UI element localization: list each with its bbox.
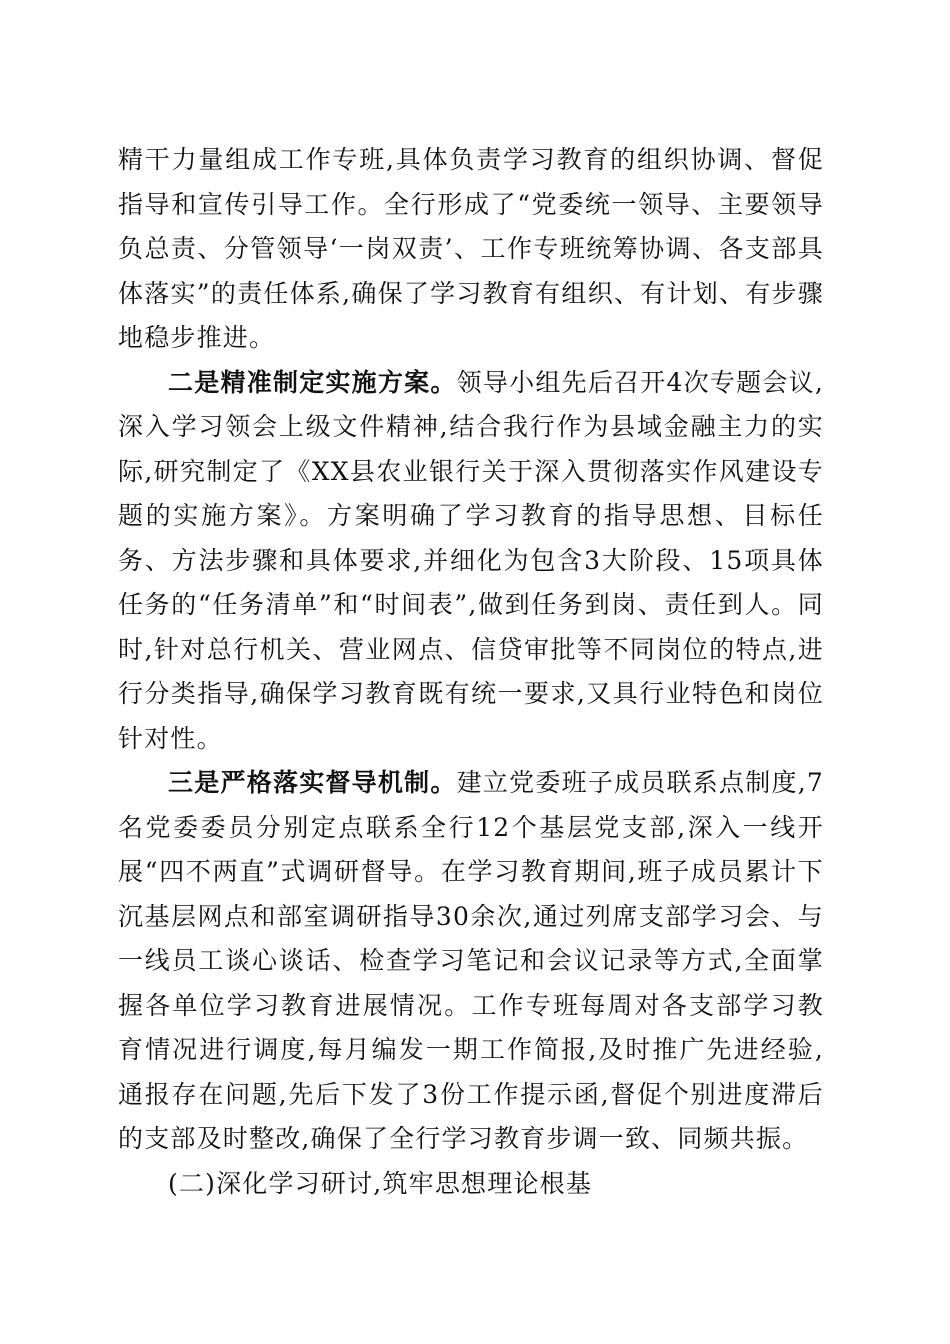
paragraph-supervision-mechanism — [118, 761, 824, 1162]
paragraph-lead: 三是严格落实督导机制。 — [168, 768, 457, 797]
paragraph-text: 建立党委班子成员联系点制度,7名党委委员分别定点联系全行12个基层党支部,深入一线开展“四不两直”式调研督导。在学习教育期间,班子成员累计下沉基层网点和部室调研指导30余次,通过列席支部学习会、与一线员工谈心谈话、检查学习笔记和会议记录等方式,全面掌握各单位学习教育进展情况。工作专班每周对各支部学习教育情况进行调度,每月编发一期工作简报,及时推广先进经验,通报存在问题,先后下发了3份工作提示函,督促个别进度滞后的支部及时整改,确保了全行学习教育步调一致、同频共振。 — [118, 768, 825, 1153]
paragraph-implementation-plan — [118, 361, 824, 762]
section-heading: (二)深化学习研讨,筑牢思想理论根基 — [168, 1168, 593, 1198]
paragraph-continuation — [118, 138, 824, 361]
paragraph-text: 领导小组先后召开4次专题会议,深入学习领会上级文件精神,结合我行作为县域金融主力的实际,研究制定了《XX县农业银行关于深入贯彻落实作风建设专题的实施方案》。方案明确了学习教育的指导思想、目标任务、方法步骤和具体要求,并细化为包含3大阶段、15项具体任务的“任务清单”和“时间表”,做到任务到岗、责任到人。同时,针对总行机关、营业网点、信贷审批等不同岗位的特点,进行分类指导,确保学习教育既有统一要求,又具行业特色和岗位针对性。 — [118, 367, 825, 753]
paragraph-text: 精干力量组成工作专班,具体负责学习教育的组织协调、督促指导和宣传引导工作。全行形成了“党委统一领导、主要领导负总责、分管领导‘一岗双责’、工作专班统筹协调、各支部具体落实”的责任体系,确保了学习教育有组织、有计划、有步骤地稳步推进。 — [118, 145, 824, 352]
paragraph-lead: 二是精准制定实施方案。 — [168, 367, 457, 397]
